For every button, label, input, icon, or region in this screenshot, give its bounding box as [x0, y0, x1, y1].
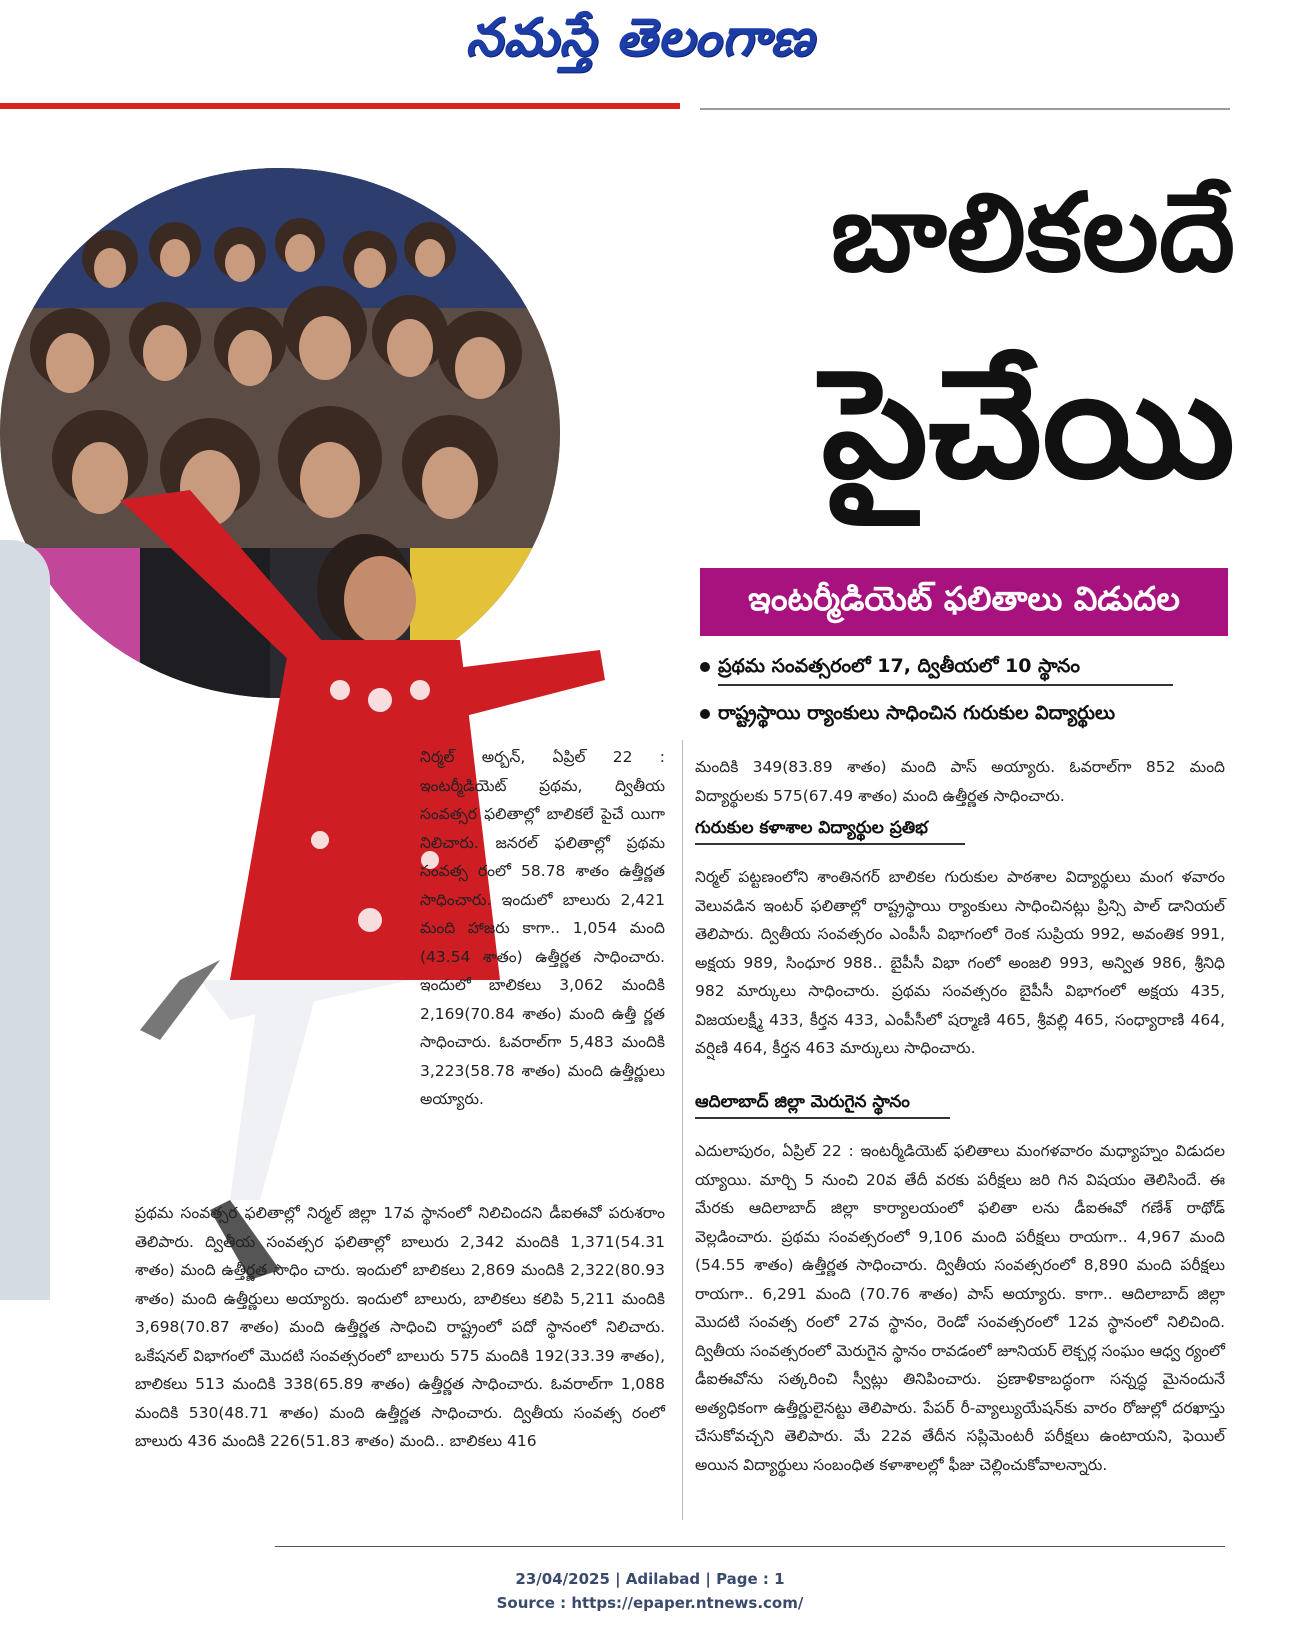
headline-line-2: పైచేయి: [821, 338, 1235, 512]
article-bottom-rule: [275, 1546, 1225, 1547]
masthead: [0, 0, 1300, 100]
section-subhead-2: ఆదిలాబాద్ జిల్లా మెరుగైన స్థానం: [695, 1092, 910, 1112]
column-divider: [682, 740, 683, 1520]
bullet-underline: [718, 684, 1173, 686]
bullet-point-2: [700, 702, 1220, 729]
footer-date-edition: 23/04/2025 | Adilabad | Page : 1: [515, 1570, 785, 1588]
subhead-underline-1: [695, 843, 965, 845]
article-left-narrow-column: నిర్మల్ అర్బన్, ఏప్రిల్ 22 : ఇంటర్మీడియెట్ ప్రథమ, ద్వితీయ సంవత్సర ఫలితాల్లో బాలికలే పైచే యిగా నిలిచారు. జనరల్ ఫలితాల్లో ప్రథమ సంవత్స రంలో 58.78 శాతం ఉత్తీర్ణత సాధించారు. ఇందులో బాలురు 2,421 మంది హాజరు కాగా.. 1,054 మంది (43.54 శాతం) ఉత్తీర్ణత సాధించారు. ఇందులో బాలికలు 3,062 మందికి 2,169(70.84 శాతం) మంది ఉత్తీ ర్ణత సాధించారు. ఓవరాల్‌గా 5,483 మందికి 3,223(58.78 శాతం) మంది ఉత్తీర్ణులు అయ్యారు.: [420, 748, 665, 1108]
bullet-dot-icon: [700, 709, 710, 719]
article-right-para-3: ఎదులాపురం, ఏప్రిల్ 22 : ఇంటర్మీడియెట్ ఫలితాలు మంగళవారం మధ్యాహ్నం విడుదల య్యాయి. మార్చి 5 నుంచి 20వ తేదీ వరకు పరీక్షలు జరి గిన విషయం తెలిసిందే. ఈ మేరకు ఆదిలాబాద్ జిల్లా కార్యాలయంలో ఫలితా లను డీఐఈవో గణేశ్ రాథోడ్ వెల్లడించారు. ప్రథమ సంవత్సరంలో 9,106 మంది పరీక్షలు రాయగా.. 4,967 మంది (54.55 శాతం) ఉత్తీర్ణత సాధించారు. ద్వితీయ సంవత్సరంలో 8,890 మంది పరీక్షలు రాయగా.. 6,291 మంది (70.76 శాతం) పాస్ అయ్యారు. కాగా.. ఆదిలాబాద్ జిల్లా మొదటి సంవత్స రంలో 27వ స్థానం, రెండో సంవత్సరంలో 12వ స్థానంలో నిలిచింది. ద్వితీయ సంవత్సరంలో మెరుగైన స్థానం రావడంలో జూనియర్ లెక్చర్ల సంఘం ఆధ్వ ర్యంలో డీఐఈవోను సత్కరించి స్వీట్లు తినిపించారు. ప్రణాళికాబద్ధంగా సన్నద్ధ మైనందునే అత్యధికంగా ఉత్తీర్ణులైనట్టు తెలిపారు. పేపర్ రీ-వ్యాల్యుయేషన్‌కు వారం రోజుల్లో దరఖాస్తు చేసుకోవచ్చని తెలిపారు. మే 22వ తేదీన సప్లిమెంటరీ పరీక్షలు ఉంటాయని, ఫెయిల్ అయిన విద్యార్థులు సంబంధిత కళాశాలల్లో ఫీజు చెల్లించుకోవాలన్నారు.: [695, 1142, 1225, 1474]
bullet-text-1: ప్రథమ సంవత్సరంలో 17, ద్వితీయలో 10 స్థానం: [718, 655, 1081, 677]
article-right-para-1: మందికి 349(83.89 శాతం) మంది పాస్ అయ్యారు. ఓవరాల్‌గా 852 మంది విద్యార్థులకు 575(67.49 శాతం) మంది ఉత్తీర్ణత సాధించారు.: [695, 758, 1225, 805]
masthead-logo: నమస్తే తెలంగాణ: [465, 8, 815, 68]
footer-source-link[interactable]: Source : https://epaper.ntnews.com/: [496, 1594, 804, 1612]
article-right-para-2: నిర్మల్ పట్టణంలోని శాంతినగర్ బాలికల గురుకుల పాఠశాల విద్యార్థులు మంగ ళవారం వెలువడిన ఇంటర్ ఫలితాల్లో రాష్ట్రస్థాయి ర్యాంకులు సాధించినట్లు ప్రిన్సి పాల్ డానియల్ తెలిపారు. ద్వితీయ సంవత్సరం ఎంపీసీ విభాగంలో రెంక సుప్రియ 992, అవంతిక 991, అక్షయ 989, సింధూర 988.. బైపీసీ విభా గంలో అంజలి 993, అన్విత 986, శ్రీనిధి 982 మార్కులు సాధించారు. ప్రథమ సంవత్సరం బైపీసీ విభాగంలో అక్షయ 435, విజయలక్ష్మీ 433, కీర్తన 433, ఎంపీసీలో షర్మాణి 465, శ్రీవల్లి 465, సంధ్యారాణి 464, వర్షిణి 464, కీర్తన 463 మార్కులు సాధించారు.: [695, 868, 1225, 1057]
masthead-red-rule: [0, 103, 680, 109]
section-subhead-1: గురుకుల కళాశాల విద్యార్థుల ప్రతిభ: [695, 818, 928, 838]
subhead-underline-2: [695, 1117, 950, 1119]
masthead-grey-rule: [700, 108, 1230, 110]
bullet-point-1: [700, 655, 1220, 682]
headline-line-1: బాలికలదే: [830, 171, 1235, 296]
article-left-wide-column: ప్రథమ సంవత్సర ఫలితాల్లో నిర్మల్ జిల్లా 17వ స్థానంలో నిలిచిందని డీఐఈవో పరుశరాం తెలిపారు. ద్వితీయ సంవత్సర ఫలితాల్లో బాలురు 2,342 మందికి 1,371(54.31 శాతం) మంది ఉత్తీర్ణత సాధిం చారు. ఇందులో బాలికలు 2,869 మందికి 2,322(80.93 శాతం) మంది ఉత్తీర్ణులు అయ్యారు. ఇందులో బాలురు, బాలికలు కలిపి 5,211 మందికి 3,698(70.87 శాతం) మంది ఉత్తీర్ణత సాధించి రాష్ట్రంలో పదో స్థానంలో నిలిచారు. ఒకేషనల్ విభాగంలో మొదటి సంవత్సరంలో బాలురు 575 మందికి 192(33.39 శాతం), బాలికలు 513 మందికి 338(65.89 శాతం) ఉత్తీర్ణత సాధించారు. ఓవరాల్‌గా 1,088 మందికి 530(48.71 శాతం) మంది ఉత్తీర్ణత సాధించారు. ద్వితీయ సంవత్స రంలో బాలురు 436 మందికి 226(51.83 శాతం) మంది.. బాలికలు 416: [135, 1204, 665, 1450]
subheadline-banner: ఇంటర్మీడియెట్ ఫలితాలు విడుదల: [700, 568, 1228, 636]
photo-background-panel: [0, 540, 50, 1300]
bullet-dot-icon: [700, 662, 710, 672]
bullet-text-2: రాష్ట్రస్థాయి ర్యాంకులు సాధించిన గురుకుల విద్యార్థులు: [718, 702, 1116, 724]
